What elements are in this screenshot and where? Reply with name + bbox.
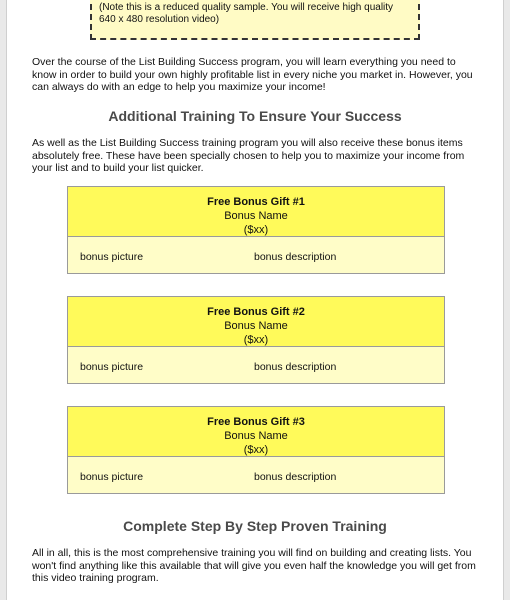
bonus-gift-title: Free Bonus Gift #1 [207,196,305,208]
bonus-picture: bonus picture [80,471,144,483]
bonus-description: bonus description [254,251,337,263]
bonus-gift-body [68,237,444,275]
bonus-gift-header [68,407,444,457]
bonus-gift-name: Bonus Name [224,210,288,222]
bonus-gift-header [68,297,444,347]
bonus-gift-name: Bonus Name [224,320,288,332]
bonus-gift-2 [67,296,445,384]
bonus-description: bonus description [254,471,337,483]
bonus-gift-price: ($xx) [243,334,269,346]
bonus-description: bonus description [254,361,337,373]
section-title-proven-training: Complete Step By Step Proven Training [123,518,387,534]
bonus-gift-price: ($xx) [243,444,269,456]
bonus-gift-title: Free Bonus Gift #3 [207,416,305,428]
bonus-intro-paragraph: As well as the List Building Success training program you will also receive these bonus items absolutely free. These have been specially chosen to help you to maximize your income from your list and to build your list quicker. [32,137,465,174]
bonus-gift-header [68,187,444,237]
bonus-gift-body [68,347,444,385]
note-text-line2: 640 x 480 resolution video) [99,14,220,25]
bonus-picture: bonus picture [80,361,144,373]
bonus-gift-name: Bonus Name [224,430,288,442]
note-text-line1: (Note this is a reduced quality sample. You will receive high quality [99,2,394,13]
intro-paragraph: Over the course of the List Building Success program, you will learn everything you need to know in order to build your own highly profitable list in every niche you market in. However, you can always do with an edge to help you maximize your income! [32,56,473,93]
section-title-additional-training: Additional Training To Ensure Your Success [108,108,402,124]
bonus-gift-title: Free Bonus Gift #2 [207,306,305,318]
bonus-gift-body [68,457,444,495]
bonus-picture: bonus picture [80,251,144,263]
note-box [90,0,420,40]
bonus-gift-3 [67,406,445,494]
bonus-gift-price: ($xx) [243,224,269,236]
bonus-gift-1 [67,186,445,274]
training-paragraph: All in all, this is the most comprehensive training you will find on building and creating lists. You won't find anything like this available that will give you even half the knowledge you will get from this video training program. [32,547,476,584]
